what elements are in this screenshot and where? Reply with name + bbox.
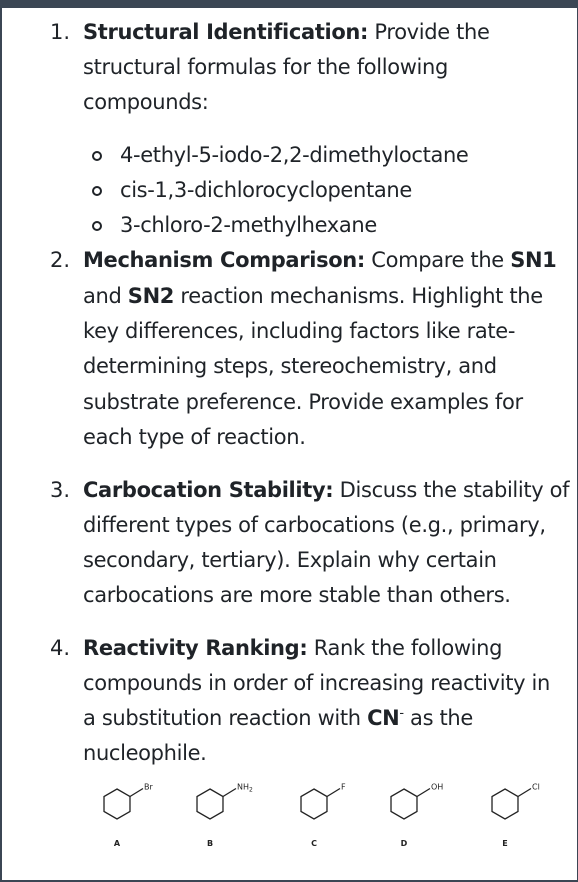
question-text: as the (410, 706, 473, 730)
question-text: Rank the following (313, 636, 503, 660)
substituent-bond (518, 789, 531, 797)
molecule-structures (0, 770, 578, 860)
question-line: determining steps, stereochemistry, and (83, 354, 497, 378)
bullet-circle (92, 186, 102, 196)
question-title: Carbocation Stability: (83, 478, 334, 502)
question-title: Reactivity Ranking: (83, 636, 308, 660)
question-line (83, 706, 473, 730)
left-frame-border (0, 8, 2, 882)
question-line: substrate preference. Provide examples for (83, 390, 523, 414)
question-text: and (83, 284, 122, 308)
question-text: Discuss the stability of (339, 478, 570, 502)
question-line: compounds: (83, 90, 209, 114)
molecule-c (301, 783, 346, 849)
question-text: Provide the (374, 20, 490, 44)
top-frame-bar (0, 0, 578, 8)
molecule-a (104, 783, 153, 849)
molecule-letter-label: C (311, 839, 317, 848)
cyclohexane-ring (301, 789, 327, 819)
question-line (83, 248, 556, 272)
bullet-circle (92, 151, 102, 161)
molecule-letter-label: D (400, 839, 408, 848)
question-title: Mechanism Comparison: (83, 248, 365, 272)
question-text: reaction mechanisms. Highlight the (180, 284, 543, 308)
substituent-label: Br (143, 782, 153, 792)
question-line: nucleophile. (83, 741, 207, 765)
sn1-label: SN1 (510, 248, 557, 272)
cyclohexane-ring (104, 789, 130, 819)
cyclohexane-ring (197, 789, 223, 819)
question-line (83, 20, 490, 44)
question-line: carbocations are more stable than others. (83, 583, 511, 607)
question-line (83, 478, 569, 502)
substituent-label: F (340, 782, 346, 792)
question-line: key differences, including factors like rate- (83, 319, 516, 343)
cyclohexane-ring (391, 789, 417, 819)
cn-label: CN (367, 706, 400, 730)
substituent-bond (327, 789, 340, 797)
cn-charge: - (399, 706, 404, 721)
molecule-e (492, 783, 540, 849)
compound-list-item: 3-chloro-2-methylhexane (120, 213, 377, 237)
question-text: Compare the (371, 248, 504, 272)
substituent-label: OH (430, 782, 444, 792)
compound-list-item: 4-ethyl-5-iodo-2,2-dimethyloctane (120, 143, 469, 167)
question-line: each type of reaction. (83, 425, 306, 449)
molecule-b (197, 783, 253, 849)
question-number: 3. (50, 478, 71, 502)
bullet-circle (92, 221, 102, 231)
question-number: 1. (50, 20, 71, 44)
question-number: 4. (50, 636, 71, 660)
compound-list-item: cis-1,3-dichlorocyclopentane (120, 178, 412, 202)
molecule-letter-label: A (113, 839, 121, 848)
molecule-letter-label: B (206, 839, 214, 848)
question-line: structural formulas for the following (83, 55, 448, 79)
sn2-label: SN2 (127, 284, 175, 308)
question-line: secondary, tertiary). Explain why certain (83, 548, 497, 572)
question-title: Structural Identification: (83, 20, 369, 44)
substituent-bond (130, 789, 143, 797)
substituent-label: Cl (531, 782, 540, 792)
question-line: different types of carbocations (e.g., primary, (83, 513, 546, 537)
substituent-bond (417, 789, 430, 797)
substituent-label: $NH_2$ (236, 782, 253, 794)
substituent-bond (223, 789, 236, 797)
question-text: a substitution reaction with (83, 706, 361, 730)
cyclohexane-ring (492, 789, 518, 819)
question-line (83, 284, 543, 308)
molecule-letter-label: E (502, 839, 508, 848)
question-line (83, 636, 502, 660)
question-line: compounds in order of increasing reactivity in (83, 671, 550, 695)
question-number: 2. (50, 248, 71, 272)
molecule-d (391, 783, 443, 849)
